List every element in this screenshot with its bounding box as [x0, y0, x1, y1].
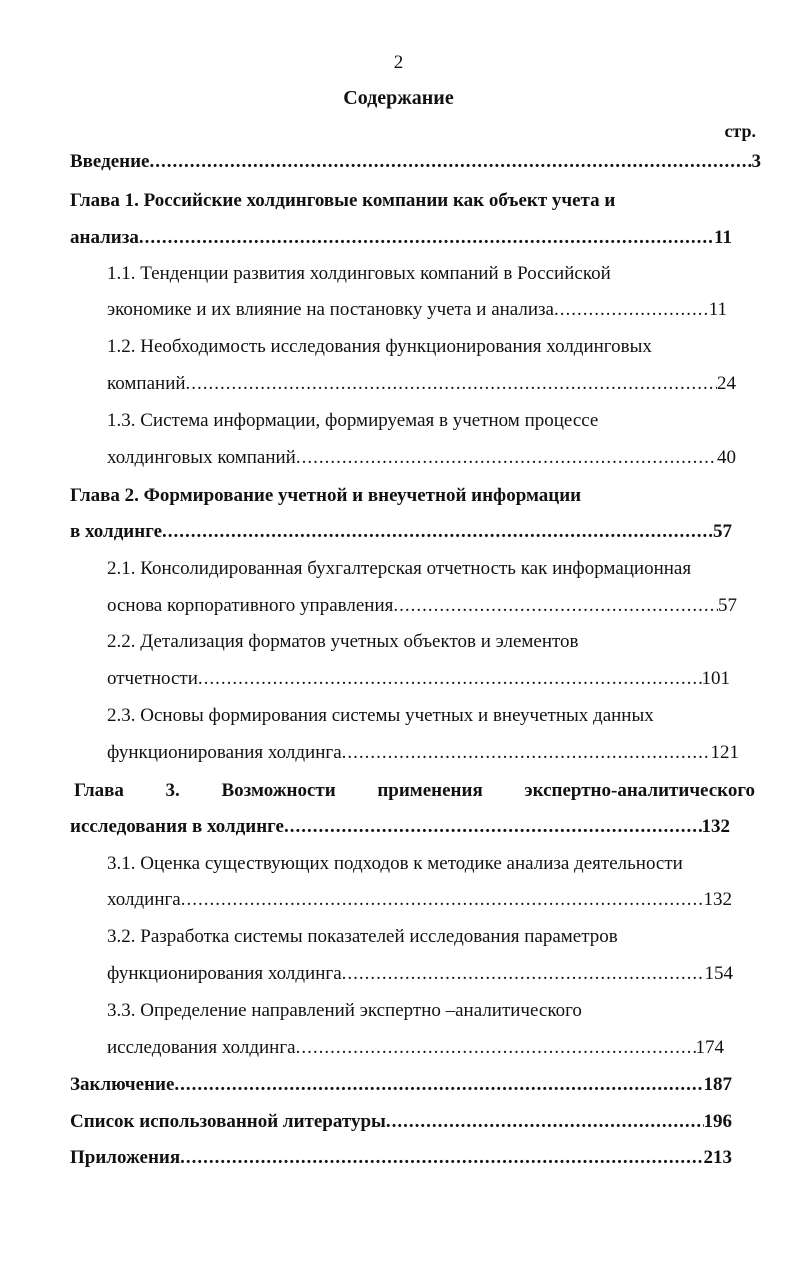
- dot-leader: [198, 667, 702, 691]
- toc-section-3-3-heading: 3.3. Определение направлений экспертно –аналитического: [107, 1000, 582, 1021]
- toc-entry-title: функционирования холдинга: [107, 963, 342, 984]
- toc-chapter-2-heading: Глава 2. Формирование учетной и внеучетной информации: [70, 485, 582, 506]
- toc-chapter-1-heading: Глава 1. Российские холдинговые компании как объект учета и: [70, 190, 616, 211]
- toc-entry-references: [70, 1110, 732, 1134]
- toc-page-number: 154: [704, 963, 733, 984]
- toc-entry-section-3-1: [107, 888, 732, 912]
- toc-page-number: 101: [701, 668, 730, 689]
- toc-entry-section-1-3: [107, 446, 736, 470]
- toc-page-number: 24: [717, 373, 736, 394]
- toc-page-number: 3: [751, 151, 761, 172]
- heading-word: применения: [377, 780, 483, 801]
- heading-word: 3.: [165, 780, 180, 801]
- dot-leader: [150, 150, 752, 174]
- toc-page-number: 40: [717, 447, 736, 468]
- toc-section-1-2-heading: 1.2. Необходимость исследования функционирования холдинговых: [107, 336, 652, 357]
- toc-section-1-3-heading: 1.3. Система информации, формируемая в учетном процессе: [107, 410, 599, 431]
- toc-entry-title: экономике и их влияние на постановку учета и анализа: [107, 299, 554, 320]
- dot-leader: [554, 298, 709, 322]
- toc-entry-chapter-3: [70, 815, 730, 839]
- toc-entry-title: отчетности: [107, 668, 198, 689]
- toc-entry-chapter-1: [70, 226, 732, 250]
- dot-leader: [296, 446, 717, 470]
- page-title: Содержание: [343, 87, 454, 109]
- toc-entry-title: компаний: [107, 373, 186, 394]
- toc-section-2-1-heading: 2.1. Консолидированная бухгалтерская отчетность как информационная: [107, 558, 692, 579]
- toc-entry-title: исследования холдинга: [107, 1037, 296, 1058]
- dot-leader: [139, 226, 714, 250]
- toc-page-number: 196: [703, 1111, 732, 1132]
- toc-page-number: 132: [703, 889, 732, 910]
- toc-section-3-1-heading: 3.1. Оценка существующих подходов к методике анализа деятельности: [107, 853, 683, 874]
- dot-leader: [186, 372, 717, 396]
- toc-entry-chapter-2: [70, 520, 732, 544]
- toc-entry-title: в холдинге: [70, 521, 163, 542]
- toc-entry-section-1-1: [107, 298, 727, 322]
- toc-entry-title: функционирования холдинга: [107, 742, 342, 763]
- page-number: 2: [393, 52, 404, 73]
- toc-entry-title: исследования в холдинге: [70, 816, 284, 837]
- toc-entry-section-1-2: [107, 372, 736, 396]
- dot-leader: [162, 520, 713, 544]
- dot-leader: [342, 962, 705, 986]
- toc-page-number: 121: [710, 742, 739, 763]
- toc-page-number: 174: [695, 1037, 724, 1058]
- toc-section-2-3-heading: 2.3. Основы формирования системы учетных и внеучетных данных: [107, 705, 654, 726]
- toc-page-number: 132: [701, 816, 730, 837]
- heading-word: экспертно-аналитического: [524, 780, 755, 801]
- toc-entry-title: Приложения: [70, 1147, 181, 1168]
- toc-section-2-2-heading: 2.2. Детализация форматов учетных объектов и элементов: [107, 631, 579, 652]
- toc-entry-appendix: [70, 1146, 732, 1170]
- toc-entry-section-2-3: [107, 741, 739, 765]
- toc-entry-section-3-3: [107, 1036, 724, 1060]
- dot-leader: [181, 888, 704, 912]
- toc-entry-section-3-2: [107, 962, 733, 986]
- dot-leader: [386, 1110, 704, 1134]
- dot-leader: [180, 1146, 703, 1170]
- heading-word: Глава: [74, 780, 124, 801]
- toc-entry-intro: [70, 150, 761, 174]
- toc-page-number: 11: [708, 299, 727, 320]
- toc-entry-title: холдинговых компаний: [107, 447, 296, 468]
- dot-leader: [342, 741, 711, 765]
- toc-page-number: 187: [703, 1074, 732, 1095]
- toc-entry-section-2-1: [107, 594, 737, 618]
- toc-section-1-1-heading: 1.1. Тенденции развития холдинговых компаний в Российской: [107, 263, 611, 284]
- toc-entry-section-2-2: [107, 667, 730, 691]
- toc-section-3-2-heading: 3.2. Разработка системы показателей исследования параметров: [107, 926, 618, 947]
- toc-entry-title: основа корпоративного управления: [107, 595, 394, 616]
- dot-leader: [393, 594, 718, 618]
- toc-entry-title: анализа: [70, 227, 139, 248]
- dot-leader: [296, 1036, 696, 1060]
- toc-entry-title: холдинга: [107, 889, 181, 910]
- dot-leader: [284, 815, 702, 839]
- toc-entry-conclusion: [70, 1073, 732, 1097]
- toc-page-number: 57: [718, 595, 737, 616]
- toc-page-number: 57: [713, 521, 732, 542]
- toc-page-number: 11: [714, 227, 732, 248]
- toc-entry-title: Введение: [70, 151, 150, 172]
- toc-entry-title: Список использованной литературы: [70, 1111, 386, 1132]
- toc-entry-title: Заключение: [70, 1074, 175, 1095]
- toc-page-number: 213: [703, 1147, 732, 1168]
- toc-chapter-3-heading: [74, 779, 755, 803]
- dot-leader: [174, 1073, 703, 1097]
- heading-word: Возможности: [221, 780, 336, 801]
- page-column-label: стр.: [724, 121, 756, 141]
